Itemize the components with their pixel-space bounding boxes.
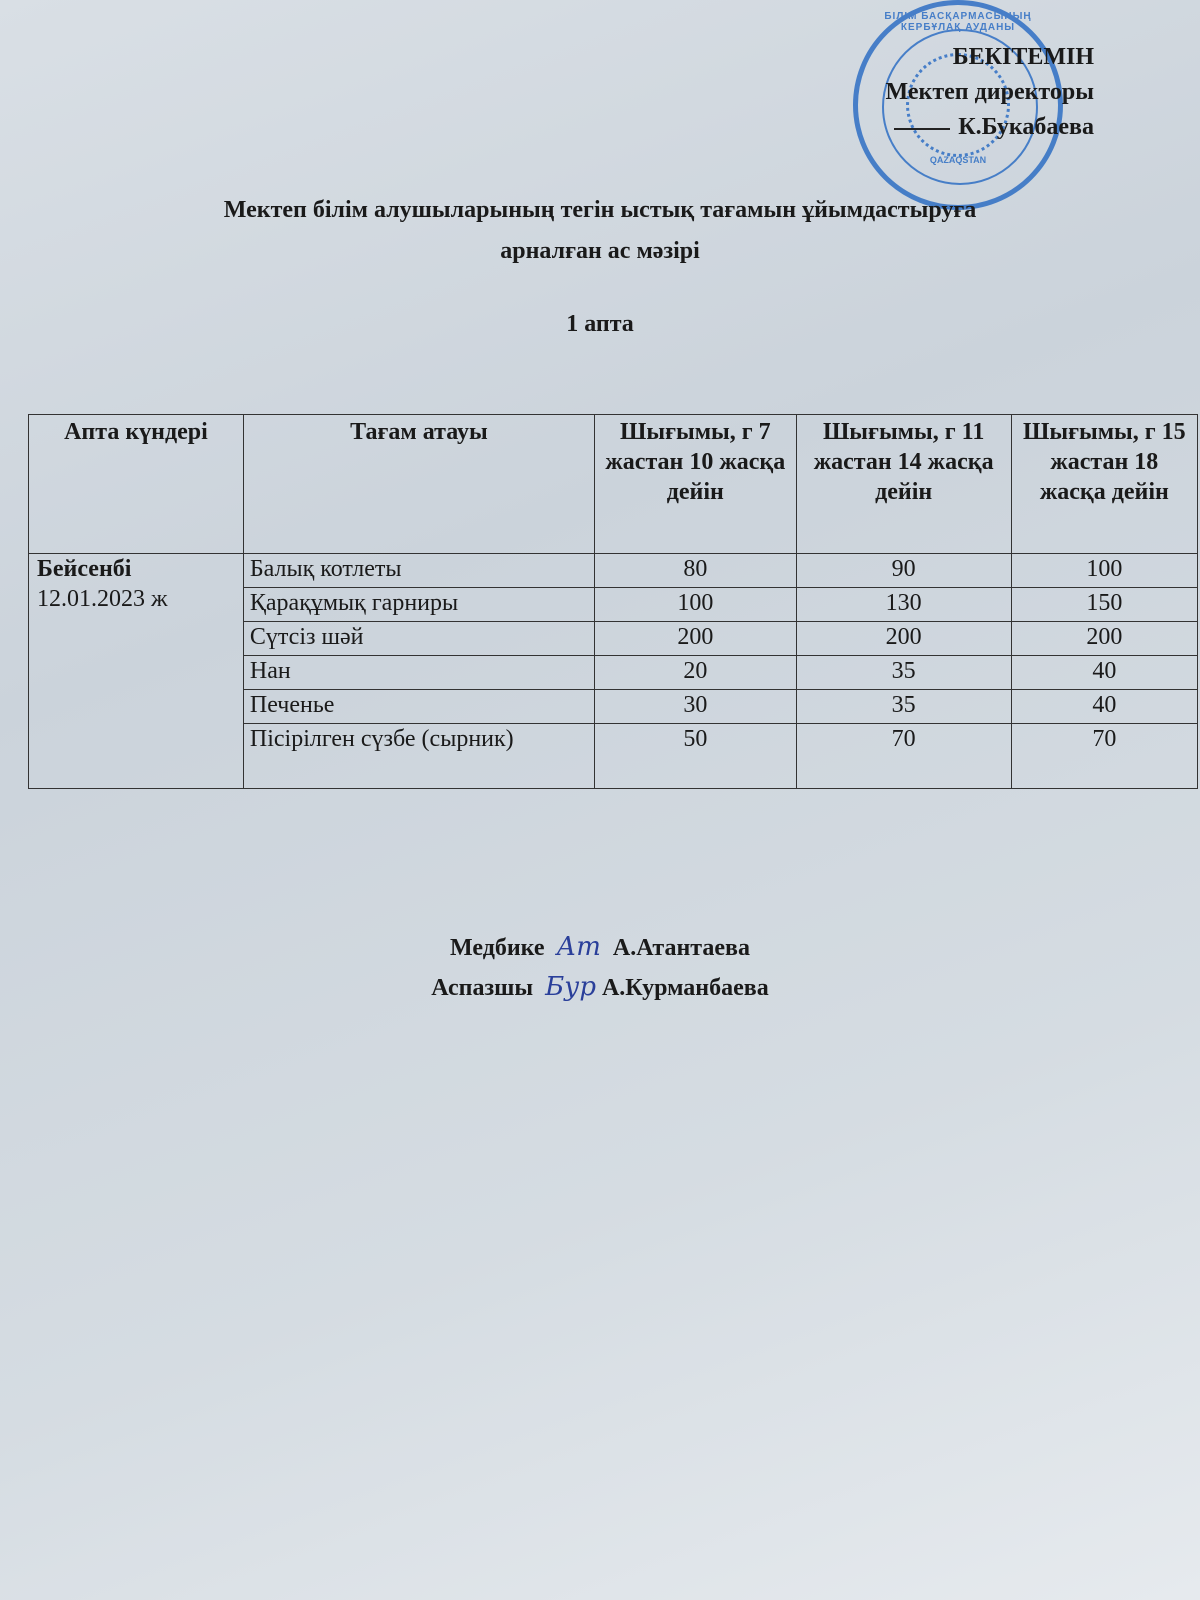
dish-name: Қарақұмық гарниры xyxy=(243,588,594,622)
day-cell xyxy=(29,554,244,789)
day-date: 12.01.2023 ж xyxy=(37,586,168,612)
table-row xyxy=(29,554,1198,588)
signature-line xyxy=(894,128,950,130)
document-title xyxy=(0,190,1200,272)
portion-15-18: 40 xyxy=(1011,690,1197,724)
nurse-signature-line xyxy=(0,928,1200,968)
cook-name: А.Курманбаева xyxy=(601,975,769,1001)
approver-position: Мектеп директоры xyxy=(885,79,1094,105)
portion-15-18: 70 xyxy=(1011,724,1197,789)
week-label: 1 апта xyxy=(566,311,634,337)
cook-signature-line xyxy=(0,968,1200,1008)
approval-block xyxy=(886,40,1094,145)
portion-7-10: 80 xyxy=(595,554,797,588)
portion-11-14: 90 xyxy=(796,554,1011,588)
portion-7-10: 50 xyxy=(595,724,797,789)
approve-title: БЕКІТЕМІН xyxy=(952,44,1094,70)
portion-11-14: 70 xyxy=(796,724,1011,789)
dish-name: Нан xyxy=(243,656,594,690)
portion-11-14: 35 xyxy=(796,690,1011,724)
dish-name: Пісірілген сүзбе (сырник) xyxy=(243,724,594,789)
stamp-ring-text: БІЛІМ БАСҚАРМАСЫНЫҢ КЕРБҰЛАҚ АУДАНЫ xyxy=(884,11,1032,33)
portion-15-18: 100 xyxy=(1011,554,1197,588)
title-line-2: арналған ас мәзірі xyxy=(500,238,700,264)
portion-15-18: 150 xyxy=(1011,588,1197,622)
dish-name: Сүтсіз шәй xyxy=(243,622,594,656)
cook-label: Аспазшы xyxy=(431,975,534,1001)
portion-7-10: 30 xyxy=(595,690,797,724)
table-header-row xyxy=(29,415,1198,554)
nurse-label: Медбике xyxy=(450,935,545,961)
nurse-signature-icon: Ат xyxy=(556,932,601,962)
nurse-name: А.Атантаева xyxy=(612,935,750,961)
portion-15-18: 200 xyxy=(1011,622,1197,656)
signatures-block xyxy=(0,928,1200,1008)
column-header-dish: Тағам атауы xyxy=(243,415,594,554)
portion-11-14: 130 xyxy=(796,588,1011,622)
portion-7-10: 20 xyxy=(595,656,797,690)
dish-name: Балық котлеты xyxy=(243,554,594,588)
day-name: Бейсенбі xyxy=(37,556,132,582)
approver-name: К.Букабаева xyxy=(958,114,1094,140)
column-header-age-15-18: Шығымы, г 15 жастан 18 жасқа дейін xyxy=(1011,415,1197,554)
approver-signature-line xyxy=(886,110,1094,145)
portion-15-18: 40 xyxy=(1011,656,1197,690)
column-header-age-11-14: Шығымы, г 11 жастан 14 жасқа дейін xyxy=(796,415,1011,554)
title-line-1: Мектеп білім алушыларының тегін ыстық тағамын ұйымдастыруға xyxy=(223,197,977,223)
portion-7-10: 200 xyxy=(595,622,797,656)
menu-table xyxy=(28,414,1198,789)
portion-7-10: 100 xyxy=(595,588,797,622)
stamp-center-label: QAZAQSTAN xyxy=(929,155,987,165)
portion-11-14: 35 xyxy=(796,656,1011,690)
dish-name: Печенье xyxy=(243,690,594,724)
column-header-age-7-10: Шығымы, г 7 жастан 10 жасқа дейін xyxy=(595,415,797,554)
column-header-day: Апта күндері xyxy=(29,415,244,554)
cook-signature-icon: Бур xyxy=(545,972,596,1002)
portion-11-14: 200 xyxy=(796,622,1011,656)
